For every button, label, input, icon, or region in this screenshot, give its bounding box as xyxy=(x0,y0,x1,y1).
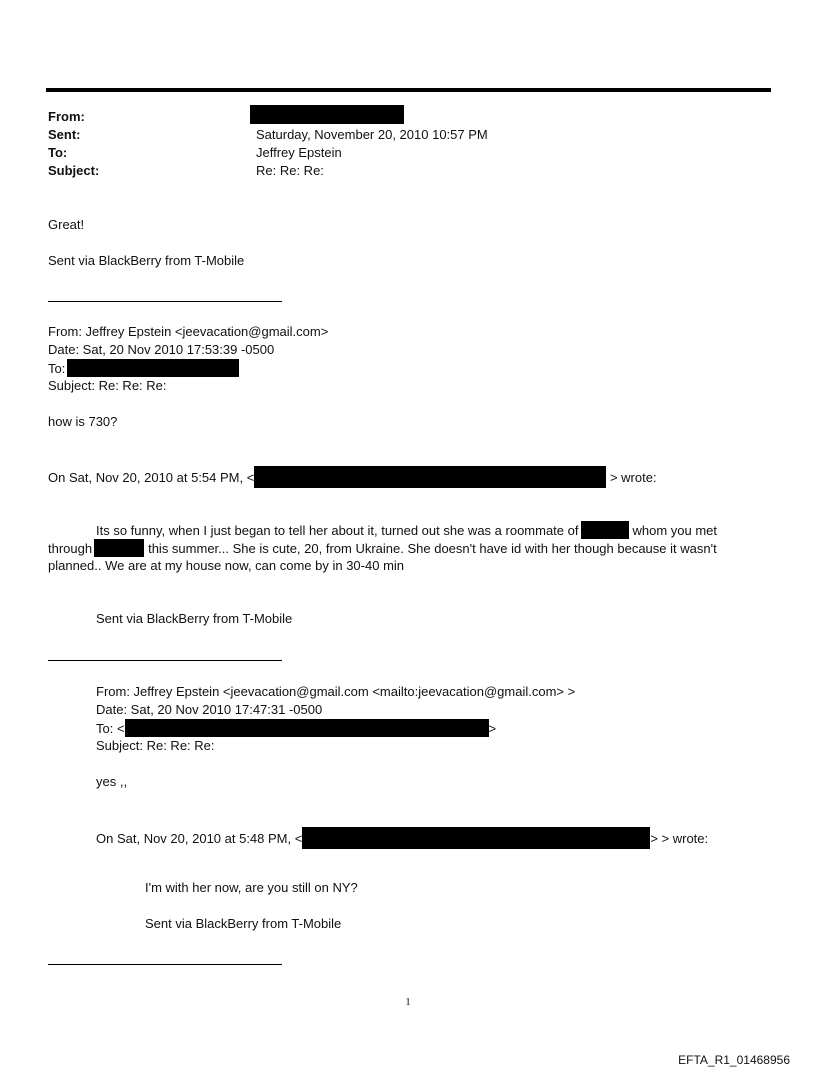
from-redaction xyxy=(250,105,404,124)
to-value: Jeffrey Epstein xyxy=(256,145,342,160)
document-id: EFTA_R1_01468956 xyxy=(678,1053,790,1067)
quote2-name-redaction-1 xyxy=(581,521,629,539)
body-signature: Sent via BlackBerry from T-Mobile xyxy=(48,253,245,268)
quote3-to-redaction xyxy=(125,719,489,737)
quote4-signature: Sent via BlackBerry from T-Mobile xyxy=(145,916,342,931)
quote1-date: Date: Sat, 20 Nov 2010 17:53:39 -0500 xyxy=(48,342,275,357)
quote3-from: From: Jeffrey Epstein <jeevacation@gmail.com <mailto:jeevacation@gmail.com> > xyxy=(96,684,576,699)
quote3-on-suffix: > > wrote: xyxy=(650,831,709,846)
quote2-text-2b: this summer... She is cute, 20, from Ukraine. She doesn't have id with her though because it wasn't xyxy=(148,541,717,556)
quote1-sender-redaction xyxy=(254,466,606,488)
quote1-to-redaction xyxy=(67,359,239,377)
quote3-to-line xyxy=(96,719,496,738)
quote3-on-prefix: On Sat, Nov 20, 2010 at 5:48 PM, < xyxy=(96,831,303,846)
quote3-sender-redaction xyxy=(302,827,650,849)
quote2-text-2a: through xyxy=(48,541,93,556)
separator-2 xyxy=(48,660,282,661)
quote1-from: From: Jeffrey Epstein <jeevacation@gmail.com> xyxy=(48,324,329,339)
quote2-name-redaction-2 xyxy=(94,539,144,557)
quote1-message: how is 730? xyxy=(48,414,118,429)
sent-value: Saturday, November 20, 2010 10:57 PM xyxy=(256,127,488,142)
subject-label: Subject: xyxy=(48,163,100,178)
quote2-line-2 xyxy=(48,539,717,558)
sent-label: Sent: xyxy=(48,127,81,142)
quote3-to-prefix: To: < xyxy=(96,721,125,736)
quote2-line-3: planned.. We are at my house now, can come by in 30-40 min xyxy=(48,558,405,573)
page-number: 1 xyxy=(405,996,411,1008)
header-rule xyxy=(46,88,771,92)
quote4-line-1: I'm with her now, are you still on NY? xyxy=(145,880,358,895)
body-line-1: Great! xyxy=(48,217,85,232)
separator-1 xyxy=(48,301,282,302)
quote1-on-prefix: On Sat, Nov 20, 2010 at 5:54 PM, < xyxy=(48,470,255,485)
quote1-subject: Subject: Re: Re: Re: xyxy=(48,378,167,393)
quote1-to-label: To: xyxy=(48,361,66,376)
quote2-text-1b: whom you met xyxy=(632,523,718,538)
separator-3 xyxy=(48,964,282,965)
quote2-text-1a: Its so funny, when I just began to tell her about it, turned out she was a roommate of xyxy=(96,523,579,538)
quote2-line-1 xyxy=(96,521,717,540)
quote1-on-line xyxy=(48,466,657,488)
quote2-signature: Sent via BlackBerry from T-Mobile xyxy=(96,611,293,626)
quote3-date: Date: Sat, 20 Nov 2010 17:47:31 -0500 xyxy=(96,702,323,717)
to-label: To: xyxy=(48,145,68,160)
quote3-message: yes ,, xyxy=(96,774,128,789)
quote1-to-line xyxy=(48,359,239,378)
quote3-on-line xyxy=(96,827,708,849)
quote3-subject: Subject: Re: Re: Re: xyxy=(96,738,215,753)
from-label: From: xyxy=(48,109,85,124)
quote1-on-suffix: > wrote: xyxy=(609,470,657,485)
subject-value: Re: Re: Re: xyxy=(256,163,324,178)
quote3-to-suffix: > xyxy=(488,721,497,736)
